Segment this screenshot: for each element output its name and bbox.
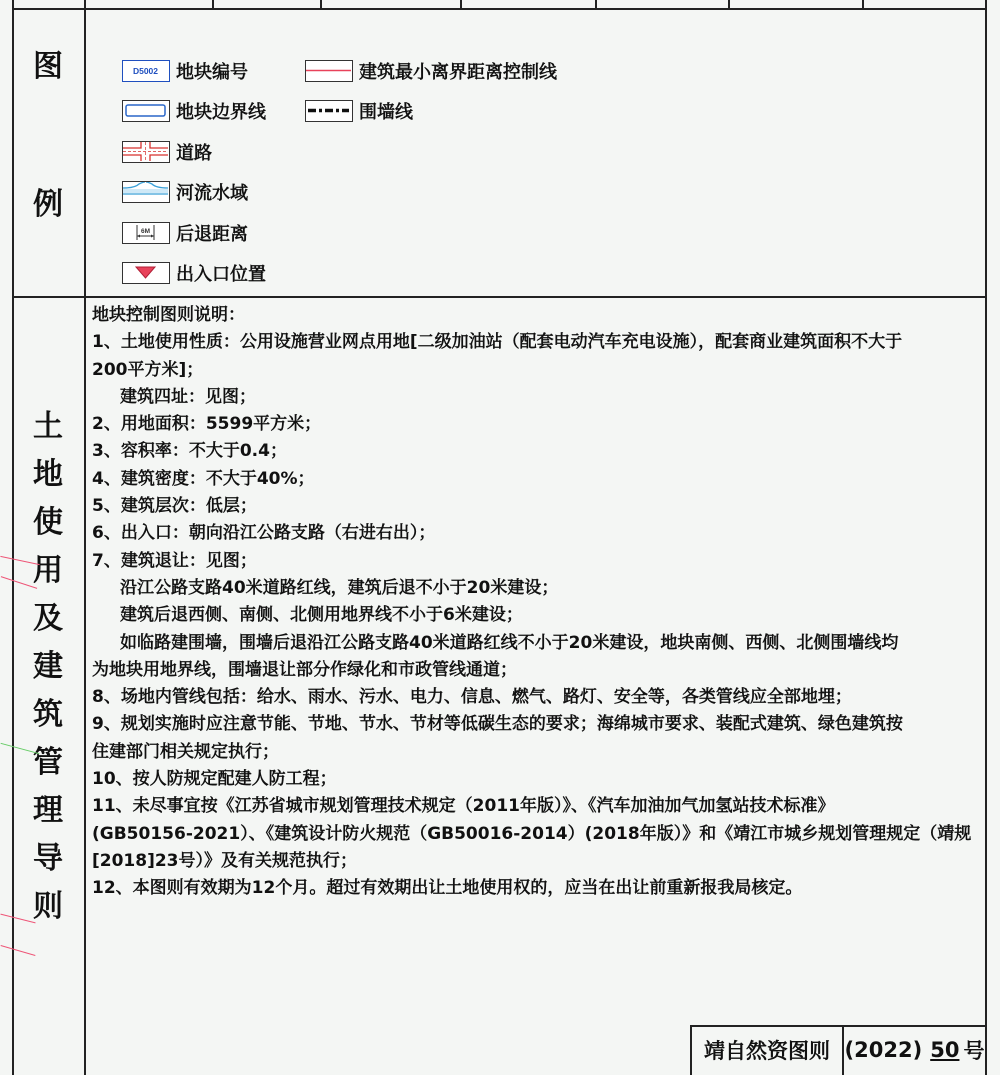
doc-number-year: (2022) [844, 1038, 923, 1062]
road-icon [122, 141, 170, 163]
parcel-code-sample: D5002 [132, 66, 159, 76]
river-icon [122, 181, 170, 203]
top-stub [862, 0, 864, 8]
rules-line: 沿江公路支路40米道路红线，建筑后退不小于20米建设； [120, 577, 559, 598]
legend-label: 建筑最小离界距离控制线 [359, 62, 557, 83]
rules-line: 2、用地面积：5599平方米； [92, 414, 322, 435]
top-stub [212, 0, 214, 8]
legend-label: 河流水域 [176, 183, 248, 204]
parcel-boundary-icon [122, 100, 170, 122]
rules-line: 12、本图则有效期为12个月。超过有效期出让土地使用权的，应当在出让前重新报我局核定。 [92, 878, 803, 899]
rules-line: 11、未尽事宜按《江苏省城市规划管理技术规定（2011年版）》、《汽车加油加气加氢站技术标准》 [92, 796, 835, 817]
building-setback-line-icon [305, 60, 353, 82]
rules-header-char: 筑 [33, 697, 63, 732]
rules-header-char: 使 [33, 505, 63, 540]
rules-header-char: 则 [33, 889, 63, 924]
rules-header-char: 理 [33, 793, 63, 828]
legend-item-road [122, 137, 212, 167]
rules-line: 为地块用地界线，围墙退让部分作绿化和市政管线通道； [92, 659, 517, 680]
rules-line: 200平方米]； [92, 359, 204, 380]
rules-line: 建筑四址：见图； [120, 386, 256, 407]
top-stub [460, 0, 462, 8]
rules-line: 3、容积率：不大于0.4； [92, 441, 287, 462]
legend-header-char: 图 [33, 49, 63, 84]
legend-item-parcel-boundary [122, 96, 266, 126]
rules-header-char: 管 [33, 745, 63, 780]
legend-label: 地块编号 [176, 62, 248, 83]
rules-line: 7、建筑退让：见图； [92, 550, 257, 571]
rules-line: 住建部门相关规定执行； [92, 741, 279, 762]
rules-line: 4、建筑密度：不大于40%； [92, 468, 315, 489]
legend-header-char: 例 [33, 187, 63, 222]
legend-item-wall-line [305, 96, 413, 126]
rules-line: 9、规划实施时应注意节能、节地、节水、节材等低碳生态的要求；海绵城市要求、装配式建筑、绿色建筑按 [92, 714, 903, 735]
legend-item-parcel-code [122, 56, 248, 86]
rules-line: 5、建筑层次：低层； [92, 496, 257, 517]
rules-line: 1、土地使用性质：公用设施营业网点用地[二级加油站（配套电动汽车充电设施），配套商业建筑面积不大于 [92, 332, 903, 353]
rules-header-char: 及 [33, 601, 63, 636]
top-table-line [12, 8, 987, 10]
legend-label: 后退距离 [176, 224, 248, 245]
rules-line: 地块控制图则说明： [92, 305, 245, 325]
legend-label: 道路 [176, 143, 212, 164]
rules-header-char: 用 [33, 553, 63, 588]
rules-line: 建筑后退西侧、南侧、北侧用地界线不小于6米建设； [120, 605, 523, 626]
doc-number [844, 1025, 985, 1075]
legend-item-building-setback-line [305, 56, 557, 86]
rules-header-char: 土 [33, 409, 63, 444]
doc-number-value: 50 [930, 1038, 960, 1062]
legend-item-entrance [122, 258, 266, 288]
legend-label: 出入口位置 [176, 264, 266, 285]
legend-item-river [122, 177, 248, 207]
wall-line-icon [305, 100, 353, 122]
rules-header-char: 地 [33, 457, 63, 492]
parcel-code-icon [122, 60, 170, 82]
entrance-icon [122, 262, 170, 284]
rules-line: 8、场地内管线包括：给水、雨水、污水、电力、信息、燃气、路灯、安全等，各类管线应全部地埋； [92, 687, 852, 708]
doc-number-suffix: 号 [963, 1039, 985, 1063]
rules-line: (GB50156-2021）、《建筑设计防火规范（GB50016-2014）(2018年版）》和《靖江市城乡规划管理规定（靖规 [92, 823, 972, 844]
rules-header-char: 导 [33, 841, 63, 876]
rules-line: 10、按人防规定配建人防工程； [92, 769, 337, 790]
legend-divider [12, 296, 987, 298]
legend-label: 围墙线 [359, 102, 413, 123]
rules-line: 如临路建围墙，围墙后退沿江公路支路40米道路红线不小于20米建设，地块南侧、西侧、北侧围墙线均 [120, 632, 899, 653]
top-stub [320, 0, 322, 8]
doc-number-label: 靖自然资图则 [704, 1039, 830, 1063]
setback-sample: 6M [140, 228, 151, 235]
top-stub [595, 0, 597, 8]
rules-header-char: 建 [33, 649, 63, 684]
legend-label: 地块边界线 [176, 102, 266, 123]
rules-text [92, 302, 977, 903]
top-stub [728, 0, 730, 8]
legend-item-setback [122, 218, 248, 248]
setback-icon [122, 222, 170, 244]
left-column-divider [84, 0, 86, 1075]
rules-line: 6、出入口：朝向沿江公路支路（右进右出）； [92, 523, 436, 544]
rules-line: [2018]23号）》及有关规范执行； [92, 850, 358, 871]
